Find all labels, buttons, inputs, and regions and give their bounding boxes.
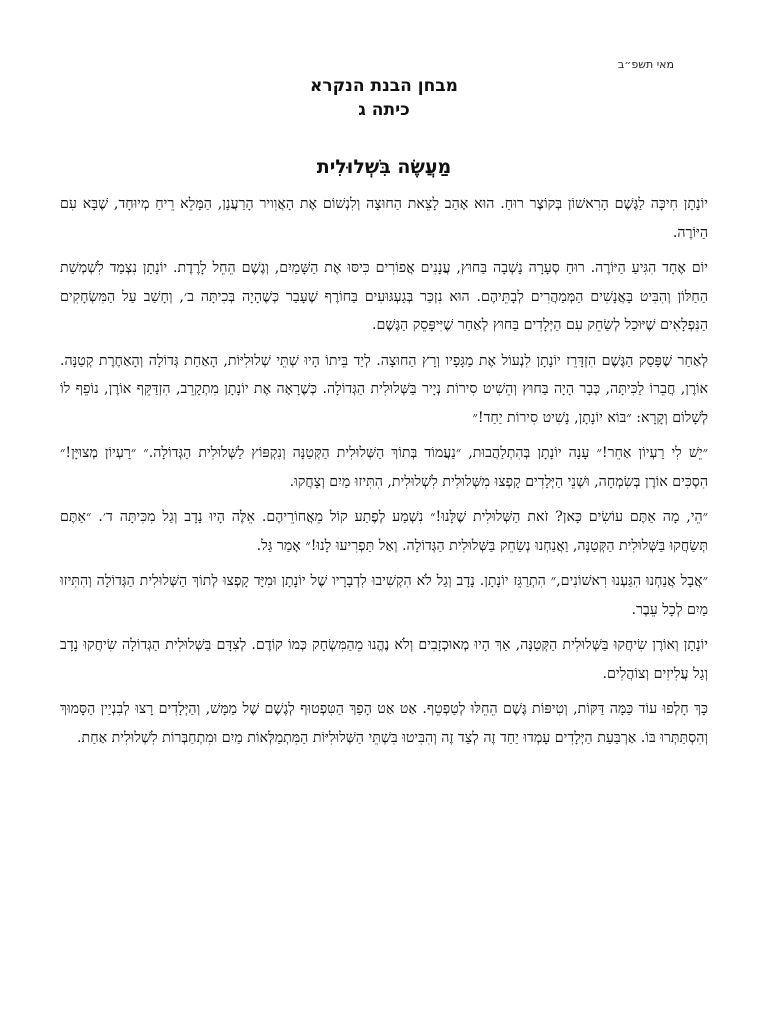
story-paragraph: לְאַחַר שֶׁפָּסַק הַגֶּשֶׁם הִזְדָּרֵז יוֹנָתָן לִנְעוֹל אֶת מַגָּפָיו וְרָץ הַחוּצָה. לְיַד בֵּיתוֹ הָיוּ שְׁתֵּי שְׁלוּלִיּוֹת, הָאַחַת גְּדוֹלָה וְהָאַחֶרֶת קְטַנָּה. אוֹרֶן, חֲבֵרוֹ לַכִּיתָּה, כְּבָר הָיָה בַּחוּץ וְהֵשִׁיט סִירוֹת נְיָיר בַּשְּׁלוּלִית הַגְּדוֹלָה. כְּשֶׁרָאָה אֶת יוֹנָתָן מִתְקָרֵב, הִזְדַּקֵּף אוֹרֶן, נוֹפֵף לוֹ לְשָׁלוֹם וְקָרָא: ״בּוֹא יוֹנָתָן, נָשִׁיט סִירוֹת יַחַד!״ (60, 352, 708, 426)
story-body (60, 190, 708, 759)
story-title: מַעֲשֶׂה בִּשְׁלוּלִית (316, 156, 452, 178)
exam-grade: כיתה ג (358, 100, 410, 120)
story-paragraph: כָּךְ חָלְפוּ עוֹד כַּמָּה דַּקּוֹת, וְטִיפּוֹת גֶּשֶׁם הֵחֵלּוּ לְטַפְטֵף. אַט אַט הָפַךְ הַטִּפְטוּף לְגֶשֶׁם שֶׁל מַמָּשׁ, וְהַיְּלָדִים רָצוּ לְבִנְיַין הַסָּמוּךְ וְהִסְתַּתְּרוּ בּוֹ. אַרְבַּעַת הַיְּלָדִים עָמְדוּ יַחַד זֶה לְצַד זֶה וְהִבִּיטוּ בִּשְׁתֵּי הַשְּׁלוּלִיּוֹת הַמִּתְמַלְּאוֹת מַיִם וּמִתְחַבְּרוֹת לִשְׁלוּלִית אַחַת. (60, 701, 708, 746)
story-paragraph: ״הֵי, מָה אַתֶּם עוֹשִׂים כָּאן? זֹאת הַשְּׁלוּלִית שֶׁלָּנוּ!״ נִשְׁמַע לְפֶתַע קוֹל מֵאֲחוֹרֵיהֶם. אֵלֶּה הָיוּ נָדָב וְגַל מִכִּיתָּה ד׳. ״אַתֶּם תְּשַׂחֲקוּ בַּשְּׁלוּלִית הַקְּטַנָּה, וַאֲנַחְנוּ נְשַׂחֵק בַּשְּׁלוּלִית הַגְּדוֹלָה. וְאַל תַּפְרִיעוּ לָנוּ!״ אָמַר גַּל. (60, 509, 708, 554)
exam-date: מאי תשפ״ב (617, 58, 674, 71)
story-paragraph: ״יֵשׁ לִי רַעְיוֹן אַחֵר!״ עָנָה יוֹנָתָן בְּהִתְלַהֲבוּת, ״נַעֲמוֹד בְּתוֹךְ הַשְּׁלוּלִית הַקְּטַנָּה וְנִקְפּוֹץ לַשְּׁלוּלִית הַגְּדוֹלָה.״ ״רַעְיוֹן מְצוּיָּן!״ הִסְכִּים אוֹרֶן בְּשִׂמְחָה, וּשְׁנֵי הַיְּלָדִים קָפְצוּ מִשְּׁלוּלִית לִשְׁלוּלִית, הִתִּיזוּ מַיִם וְצָחֲקוּ. (60, 445, 708, 490)
story-paragraph: ״אֲבָל אֲנַחְנוּ הִגַּעְנוּ רִאשׁוֹנִים,״ הִתְרַגֵּז יוֹנָתָן. נָדָב וְגַל לֹא הִקְשִׁיבוּ לִדְבָרָיו שֶׁל יוֹנָתָן וּמִיָּד קָפְצוּ לְתוֹךְ הַשְּׁלוּלִית הַגְּדוֹלָה וְהִתִּיזוּ מַיִם לְכָל עֵבֶר. (60, 573, 708, 618)
exam-title: מבחן הבנת הנקרא (310, 76, 458, 96)
exam-heading (0, 74, 768, 122)
story-paragraph: יוֹנָתָן חִיכָּה לַגֶּשֶׁם הָרִאשׁוֹן בְּקוֹצֶר רוּחַ. הוּא אָהַב לָצֵאת הַחוּצָה וְלִנְשׁוֹם אֶת הָאֲוִויר הָרַעֲנָן, הַמָּלֵא רֵיחַ מְיוּחָד, שֶׁבָּא עִם הַיּוֹרֶה. (60, 196, 708, 241)
story-paragraph: יוֹנָתָן וְאוֹרֶן שִׂיחֲקוּ בַּשְּׁלוּלִית הַקְּטַנָּה, אַךְ הָיוּ מְאוּכְזָבִים וְלֹא נֶהֱנוּ מֵהַמִּשְׂחָק כְּמוֹ קוֹדֶם. לְצִדָּם בַּשְּׁלוּלִית הַגְּדוֹלָה שִׂיחֲקוּ נָדָב וְגַל עֲלִיזִים וְצוֹהֲלִים. (60, 637, 708, 682)
story-paragraph: יוֹם אֶחָד הִגִּיעַ הַיּוֹרֶה. רוּחַ סְעָרָה נָשְׁבָה בַּחוּץ, עֲנָנִים אֲפוֹרִים כִּיסּוּ אֶת הַשָּׁמַיִם, וְגֶשֶׁם הֵחֵל לָרֶדֶת. יוֹנָתָן נִצְמַד לִשְׁמְשַׁת הַחַלּוֹן וְהִבִּיט בָּאֲנָשִׁים הַמְּמַהֲרִים לְבָתֵּיהֶם. הוּא נִזְכַּר בְּגַעְגּוּעִים בַּחוֹרֶף שֶׁעָבַר כְּשֶׁהָיָה בְּכִיתָּה ב׳, וְחָשַׁב עַל הַמִּשְׂחָקִים הַנִּפְלָאִים שֶׁיּוּכַל לְשַׂחֵק עִם הַיְּלָדִים בַּחוּץ לְאַחַר שֶׁיִּיפָּסֵק הַגֶּשֶׁם. (60, 260, 708, 333)
